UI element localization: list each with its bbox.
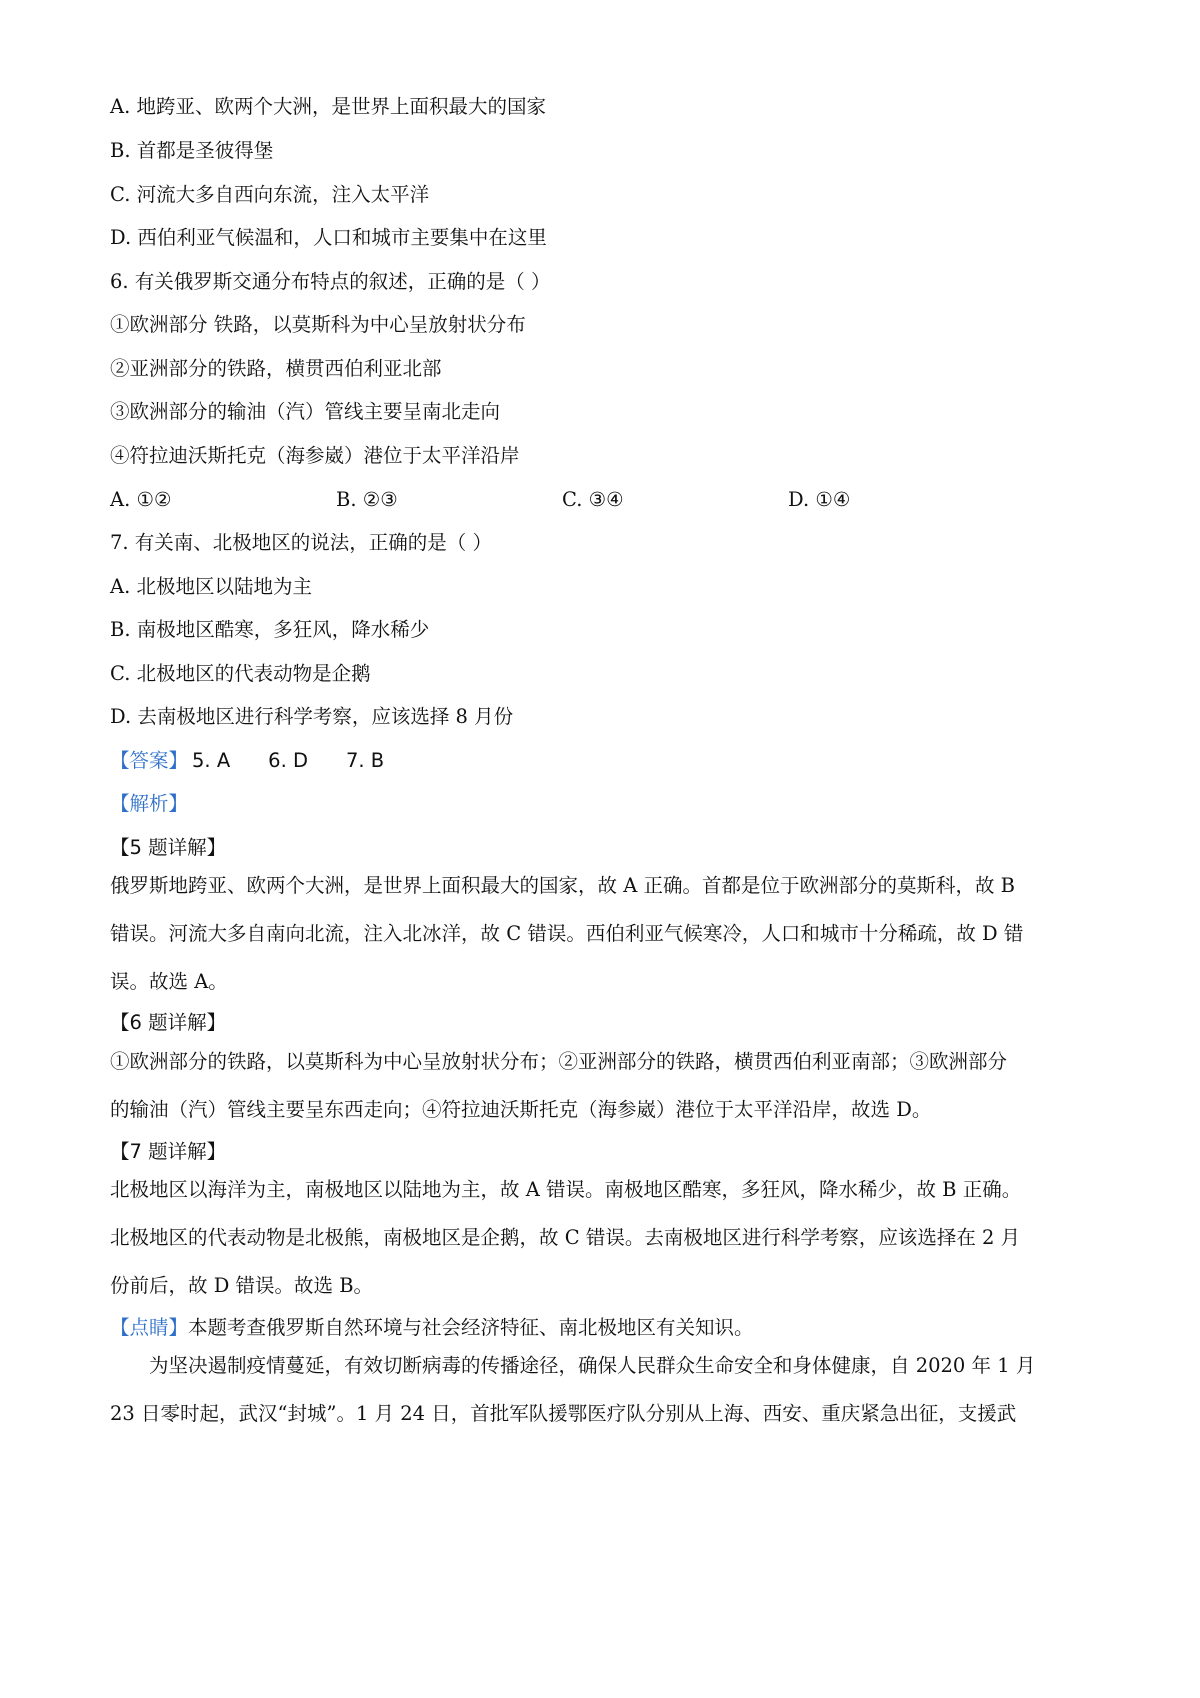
- detail-5-line: 俄罗斯地跨亚、欧两个大洲，是世界上面积最大的国家，故 A 正确。首都是位于欧洲部分的莫斯科，故 B: [110, 874, 1016, 897]
- passage-line: 23 日零时起，武汉“封城”。1 月 24 日，首批军队援鄂医疗队分别从上海、西安、重庆紧急出征，支援武: [110, 1402, 1017, 1425]
- passage: [110, 1342, 1100, 1438]
- q5-option-b: B. 首都是圣彼得堡: [110, 139, 274, 162]
- detail-7-line: 份前后，故 D 错误。故选 B。: [110, 1274, 374, 1297]
- q6-item-1: ①欧洲部分 铁路，以莫斯科为中心呈放射状分布: [110, 313, 526, 336]
- detail-7-line: 北极地区的代表动物是北极熊，南极地区是企鹅，故 C 错误。去南极地区进行科学考察，应该选择在 2 月: [110, 1226, 1021, 1249]
- answer-label: 【答案】: [110, 749, 189, 772]
- detail-6-line: 的输油（汽）管线主要呈东西走向；④符拉迪沃斯托克（海参崴）港位于太平洋沿岸，故选 D。: [110, 1098, 932, 1121]
- q6-item-2: ②亚洲部分的铁路，横贯西伯利亚北部: [110, 357, 442, 380]
- detail-6-label: 【6 题详解】: [110, 1011, 227, 1034]
- answer-6: 6. D: [268, 749, 308, 772]
- q5-option-a: A. 地跨亚、欧两个大洲，是世界上面积最大的国家: [110, 95, 546, 118]
- q6-item-3: ③欧洲部分的输油（汽）管线主要呈南北走向: [110, 400, 501, 423]
- detail-7-text: [110, 1166, 1100, 1310]
- detail-6-line: ①欧洲部分的铁路，以莫斯科为中心呈放射状分布；②亚洲部分的铁路，横贯西伯利亚南部；③欧洲部分: [110, 1050, 1008, 1073]
- q6-option-d: D. ①④: [788, 488, 851, 511]
- detail-5-line: 错误。河流大多自南向北流，注入北冰洋，故 C 错误。西伯利亚气候寒冷，人口和城市十分稀疏，故 D 错: [110, 922, 1024, 945]
- answer-7: 7. B: [346, 749, 385, 772]
- q7-option-c: C. 北极地区的代表动物是企鹅: [110, 662, 371, 685]
- answer-5: 5. A: [192, 749, 231, 772]
- q7-option-a: A. 北极地区以陆地为主: [110, 575, 312, 598]
- tip-label: 【点睛】: [110, 1316, 189, 1339]
- answer-line: [110, 747, 1100, 775]
- detail-5-label: 【5 题详解】: [110, 836, 227, 859]
- q7-stem: 7. 有关南、北极地区的说法，正确的是（ ）: [110, 531, 493, 554]
- q6-option-c: C. ③④: [562, 488, 624, 511]
- q6-option-b: B. ②③: [336, 488, 398, 511]
- detail-7-label: 【7 题详解】: [110, 1140, 227, 1163]
- q6-item-4: ④符拉迪沃斯托克（海参崴）港位于太平洋沿岸: [110, 444, 520, 467]
- detail-6-text: [110, 1038, 1100, 1134]
- q6-option-a: A. ①②: [110, 488, 172, 511]
- detail-5-line: 误。故选 A。: [110, 970, 228, 993]
- q6-stem: 6. 有关俄罗斯交通分布特点的叙述，正确的是（ ）: [110, 270, 551, 293]
- q7-option-b: B. 南极地区酷寒，多狂风，降水稀少: [110, 618, 430, 641]
- passage-line: 为坚决遏制疫情蔓延，有效切断病毒的传播途径，确保人民群众生命安全和身体健康，自 2020 年 1 月: [149, 1354, 1036, 1377]
- q7-option-d: D. 去南极地区进行科学考察，应该选择 8 月份: [110, 705, 514, 728]
- tip-line: [110, 1314, 1100, 1342]
- analysis-label: 【解析】: [110, 792, 189, 815]
- q5-option-c: C. 河流大多自西向东流，注入太平洋: [110, 183, 430, 206]
- detail-5-text: [110, 862, 1100, 1006]
- detail-7-line: 北极地区以海洋为主，南极地区以陆地为主，故 A 错误。南极地区酷寒，多狂风，降水稀少，故 B 正确。: [110, 1178, 1022, 1201]
- q5-option-d: D. 西伯利亚气候温和，人口和城市主要集中在这里: [110, 226, 547, 249]
- tip-text: 本题考查俄罗斯自然环境与社会经济特征、南北极地区有关知识。: [188, 1316, 754, 1339]
